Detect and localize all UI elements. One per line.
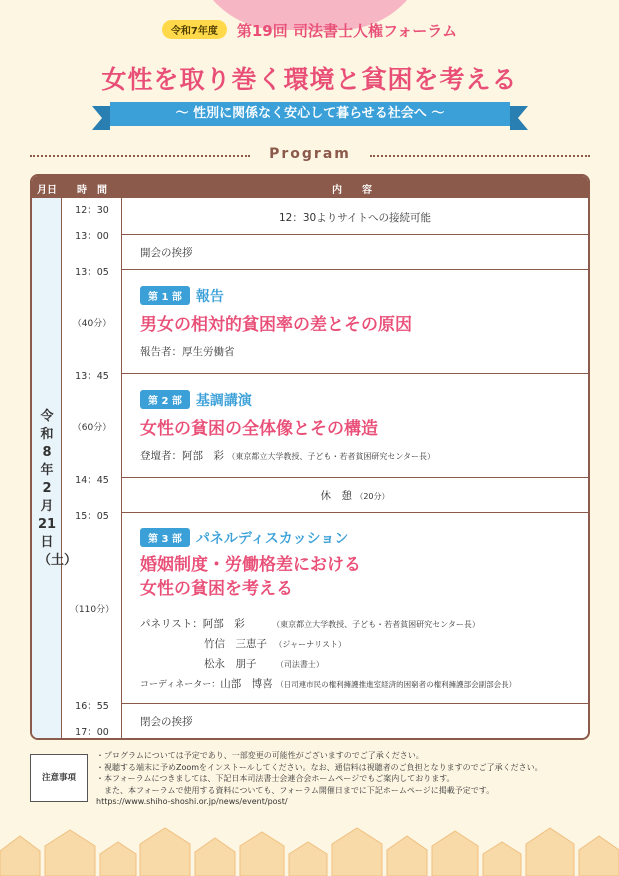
duration-60: （60分） (72, 423, 112, 433)
forum-title: 第19回 司法書士人権フォーラム (236, 22, 458, 40)
event-date: 令和8年2月21日（土） (38, 409, 78, 568)
note-item: ・本フォーラムにつきましては、下記日本司法書士会連合会ホームページでもご案内しております。 (96, 774, 455, 783)
part2-main-title: 女性の貧困の全体像とその構造 (140, 419, 378, 439)
date-column (32, 198, 78, 740)
part2-affiliation: （東京都立大学教授、子ども・若者貧困研究センター長） (227, 452, 436, 461)
panelist-2-affiliation: （ジャーナリスト） (274, 640, 347, 649)
part2-heading (140, 390, 252, 410)
time-1655: 16：55 (75, 701, 109, 712)
notes-list (96, 750, 606, 808)
part1-speaker: 報告者：厚生労働省 (140, 346, 235, 358)
part3-badge: 第 3 部 (140, 528, 190, 547)
time-1230: 12：30 (75, 205, 109, 216)
note-item: ・プログラムについては予定であり、一部変更の可能性がございますのでご了承ください。 (96, 751, 424, 760)
part1-badge: 第 1 部 (140, 286, 190, 305)
duration-110: （110分） (69, 605, 115, 615)
coordinator (140, 676, 580, 691)
part2-title: 基調講演 (195, 393, 252, 409)
panelist-1-name: 阿部 彩 (202, 618, 245, 630)
row-divider (122, 477, 588, 478)
panelist-2-name: 竹信 三恵子 (204, 638, 267, 650)
main-title: 女性を取り巻く環境と貧困を考える (101, 65, 518, 94)
time-1300: 13：00 (75, 231, 109, 242)
table-header (32, 176, 588, 198)
program-label: Program (269, 146, 351, 162)
panelist-3 (204, 656, 324, 671)
connect-note: 12：30よりサイトへの接続可能 (279, 212, 431, 224)
duration-40: （40分） (72, 319, 112, 329)
part3-main-title-1: 婚姻制度・労働格差における (140, 555, 361, 575)
break-row (122, 488, 588, 503)
part1-main-title: 男女の相対的貧困率の差とその原因 (140, 315, 412, 335)
part1-title: 報告 (195, 289, 224, 305)
row-divider (122, 234, 588, 235)
part3-heading (140, 528, 348, 548)
part2-speaker: 登壇者：阿部 彩 (140, 450, 224, 462)
part2-speaker-line (140, 448, 435, 463)
note-item: ・視聴する端末に予めZoomをインストールしてください。なお、通信料は視聴者のご負担となりますのでご了承ください。 (96, 762, 543, 772)
row-divider (122, 269, 588, 270)
notes-label: 注意事項 (30, 754, 88, 802)
header-date: 月日 (37, 185, 57, 196)
time-1445: 14：45 (75, 475, 109, 486)
part2-badge: 第 2 部 (140, 390, 190, 409)
panelist-3-name: 松永 朋子 (204, 658, 257, 670)
closing-remarks: 閉会の挨拶 (140, 716, 193, 728)
panelist-1 (140, 616, 580, 631)
header-time: 時 間 (77, 185, 107, 196)
time-column (62, 198, 122, 740)
forum-header (0, 20, 619, 41)
note-item: また、本フォーラムで使用する資料についても、フォーラム開催日までに下記ホームページに掲載予定です。 (96, 785, 495, 795)
header-content: 内 容 (332, 185, 372, 196)
break-duration: （20分） (355, 492, 390, 501)
break-label: 休 憩 (320, 490, 352, 502)
year-badge: 令和7年度 (162, 20, 227, 39)
notes-url[interactable]: https://www.shiho-shoshi.or.jp/news/event/post/ (96, 797, 288, 806)
panelist-1-affiliation: （東京都立大学教授、子ども・若者貧困研究センター長） (272, 620, 480, 629)
subtitle-ribbon: 〜 性別に関係なく安心して暮らせる社会へ 〜 (110, 102, 510, 126)
coordinator-name: 山部 博喜 (220, 678, 273, 690)
row-divider (122, 512, 588, 513)
part3-main-title-2: 女性の貧困を考える (140, 579, 293, 599)
panelist-3-affiliation: （司法書士） (275, 660, 324, 669)
program-heading (30, 146, 590, 166)
row-divider (122, 373, 588, 374)
panelist-label: パネリスト： (140, 618, 203, 630)
time-1345: 13：45 (75, 371, 109, 382)
dotted-divider-right (370, 155, 590, 157)
houses-illustration (0, 816, 619, 876)
time-1505: 15：05 (75, 511, 109, 522)
coordinator-affiliation: （日司連市民の権利擁護推進室経済的困窮者の権利擁護部会副部会長） (276, 680, 517, 689)
program-table (30, 174, 590, 740)
row-divider (122, 703, 588, 704)
panelist-2 (204, 636, 346, 651)
opening-remarks: 開会の挨拶 (140, 247, 193, 259)
coordinator-label: コーディネーター： (140, 680, 221, 690)
time-1700: 17：00 (75, 727, 109, 738)
part3-title: パネルディスカッション (195, 531, 349, 547)
part1-heading (140, 286, 224, 306)
time-1305: 13：05 (75, 267, 109, 278)
